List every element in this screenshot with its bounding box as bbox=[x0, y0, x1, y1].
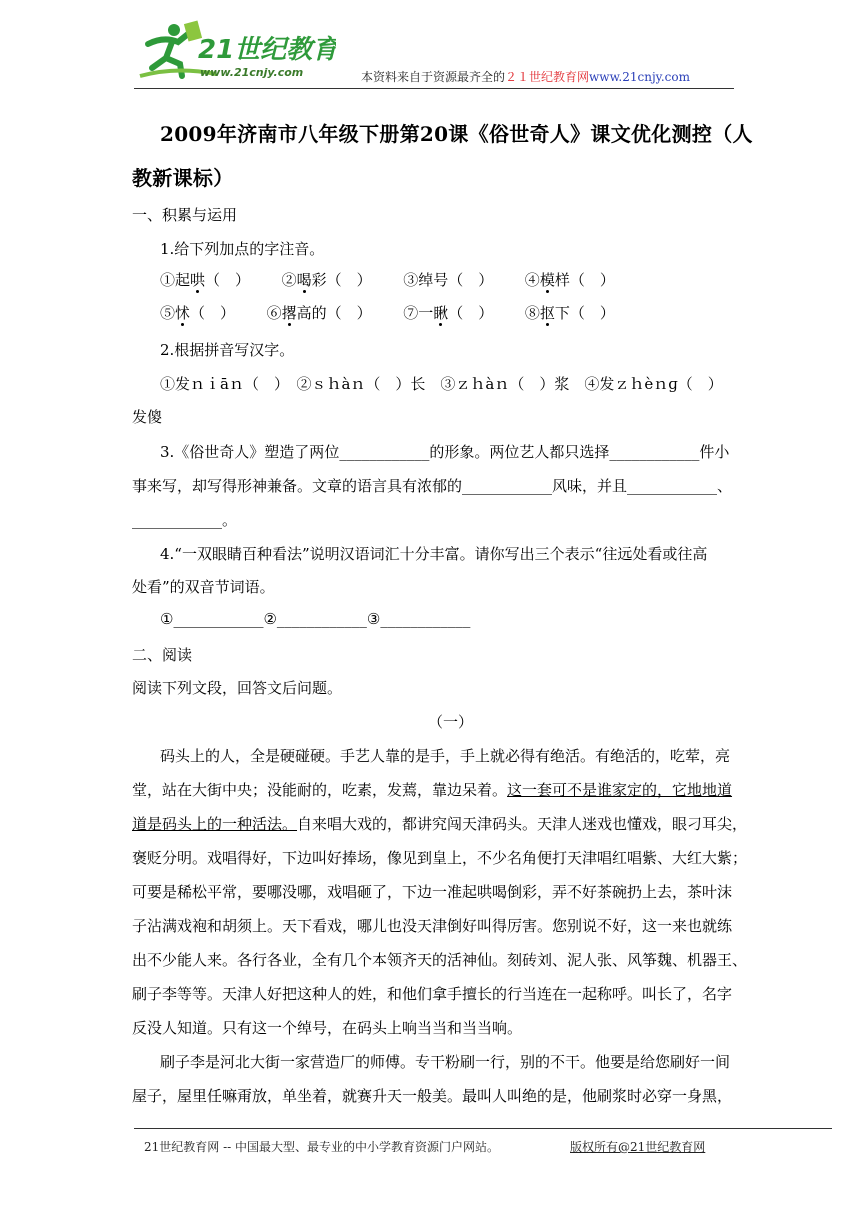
q1-row1 bbox=[160, 269, 615, 290]
para1-line8: 刷子李等等。天津人好把这种人的姓，和他们拿手擅长的行当连在一起称呼。叫长了，名字 bbox=[132, 985, 733, 1003]
q1-item-3: ③绰号（ ） bbox=[403, 271, 494, 289]
para1-line2: 堂，站在大街中央；没能耐的，吃素，发蔫，靠边呆着。这一套可不是谁家定的，它地地道 bbox=[132, 781, 733, 799]
q1-item-1: ①起哄（ ） bbox=[160, 271, 251, 289]
q1-row2 bbox=[160, 302, 615, 323]
svg-text:21世纪教育: 21世纪教育 bbox=[198, 35, 336, 65]
para2-line1: 刷子李是河北大街一家营造厂的师傅。专干粉刷一行，别的不干。他要是给您刷好一间 bbox=[160, 1053, 731, 1071]
question-1: 1.给下列加点的字注音。 bbox=[160, 240, 325, 258]
para1-line6: 子沾满戏袍和胡须上。天下看戏，哪儿也没天津倒好叫得厉害。您别说不好，这一来也就练 bbox=[132, 917, 733, 935]
para1-line5: 可要是稀松平常，要哪没哪，戏唱砸了，下边一准起哄喝倒彩，弄不好茶碗扔上去，茶叶沫 bbox=[132, 883, 733, 901]
question-2: 2.根据拼音写汉字。 bbox=[160, 341, 295, 359]
header-brand: ２１世纪教育网 bbox=[505, 70, 590, 84]
q2-line2: 发傻 bbox=[132, 408, 163, 426]
q1-item-2: ②喝彩（ ） bbox=[281, 271, 372, 289]
q1-item-4: ④模样（ ） bbox=[524, 271, 615, 289]
q1-item-8: ⑧抠下（ ） bbox=[524, 304, 615, 322]
svg-text:www.21cnjy.com: www.21cnjy.com bbox=[200, 66, 304, 79]
q4-line2: 处看”的双音节词语。 bbox=[132, 578, 275, 596]
page-title-line2: 教新课标） bbox=[132, 166, 234, 190]
q1-item-7: ⑦一瞅（ ） bbox=[403, 304, 494, 322]
q3-line3: ____________。 bbox=[132, 511, 238, 529]
q1-item-6: ⑥撂高的（ ） bbox=[266, 304, 372, 322]
q3-line2: 事来写，却写得形神兼备。文章的语言具有浓郁的____________风味，并且____________、 bbox=[132, 477, 733, 495]
site-logo bbox=[136, 14, 336, 86]
read-intro: 阅读下列文段，回答文后问题。 bbox=[132, 679, 343, 697]
q1-item-5: ⑤怵（ ） bbox=[160, 304, 236, 322]
para1-line3: 道是码头上的一种活法。自来唱大戏的，都讲究闯天津码头。天津人迷戏也懂戏，眼刁耳尖， bbox=[132, 815, 748, 833]
page-title-line1: 2009年济南市八年级下册第20课《俗世奇人》课文优化测控（人 bbox=[160, 122, 753, 146]
para1-line7: 出不少能人来。各行各业，全有几个本领齐天的活神仙。刻砖刘、泥人张、风筝魏、机器王、 bbox=[132, 951, 748, 969]
section-heading-2: 二、阅读 bbox=[132, 646, 193, 664]
footer-text: 21世纪教育网 -- 中国最大型、最专业的中小学教育资源门户网站。 bbox=[144, 1140, 500, 1154]
para2-line2: 屋子，屋里任嘛甭放，单坐着，就赛升天一般美。最叫人叫绝的是，他刷浆时必穿一身黑， bbox=[132, 1087, 733, 1105]
part-label: （一） bbox=[428, 713, 474, 731]
header-note: 本资料来自于资源最齐全的２１世纪教育网www.21cnjy.com bbox=[361, 70, 690, 84]
q4-line3: ①____________②____________③____________ bbox=[160, 610, 471, 628]
underlined-sentence-part1: 这一套可不是谁家定的，它地地道 bbox=[507, 781, 733, 799]
footer-divider bbox=[134, 1128, 832, 1129]
underlined-sentence-part2: 道是码头上的一种活法。 bbox=[132, 815, 298, 833]
para1-line1: 码头上的人，全是硬碰硬。手艺人靠的是手，手上就必得有绝活。有绝活的，吃荤，亮 bbox=[160, 747, 731, 765]
section-heading-1: 一、积累与运用 bbox=[132, 206, 238, 224]
q4-line1: 4.“一双眼睛百种看法”说明汉语词汇十分丰富。请你写出三个表示“往远处看或往高 bbox=[160, 545, 708, 563]
q3-line1: 3.《俗世奇人》塑造了两位____________的形象。两位艺人都只选择____________件小 bbox=[160, 443, 730, 461]
footer-copyright-link[interactable]: 版权所有@21世纪教育网 bbox=[570, 1140, 706, 1154]
para1-line9: 反没人知道。只有这一个绰号，在码头上响当当和当当响。 bbox=[132, 1019, 523, 1037]
q2-line1: ①发ｎｉāｎ（ ） ②ｓｈàｎ（ ）长 ③ｚｈàｎ（ ）浆 ④发ｚｈèｎɡ（ ） bbox=[160, 375, 723, 393]
header-url[interactable]: www.21cnjy.com bbox=[589, 70, 690, 84]
para1-line4: 褒贬分明。戏唱得好，下边叫好捧场，像见到皇上，不少名角便打天津唱红唱紫、大红大紫； bbox=[132, 849, 748, 867]
header-divider bbox=[134, 88, 734, 89]
